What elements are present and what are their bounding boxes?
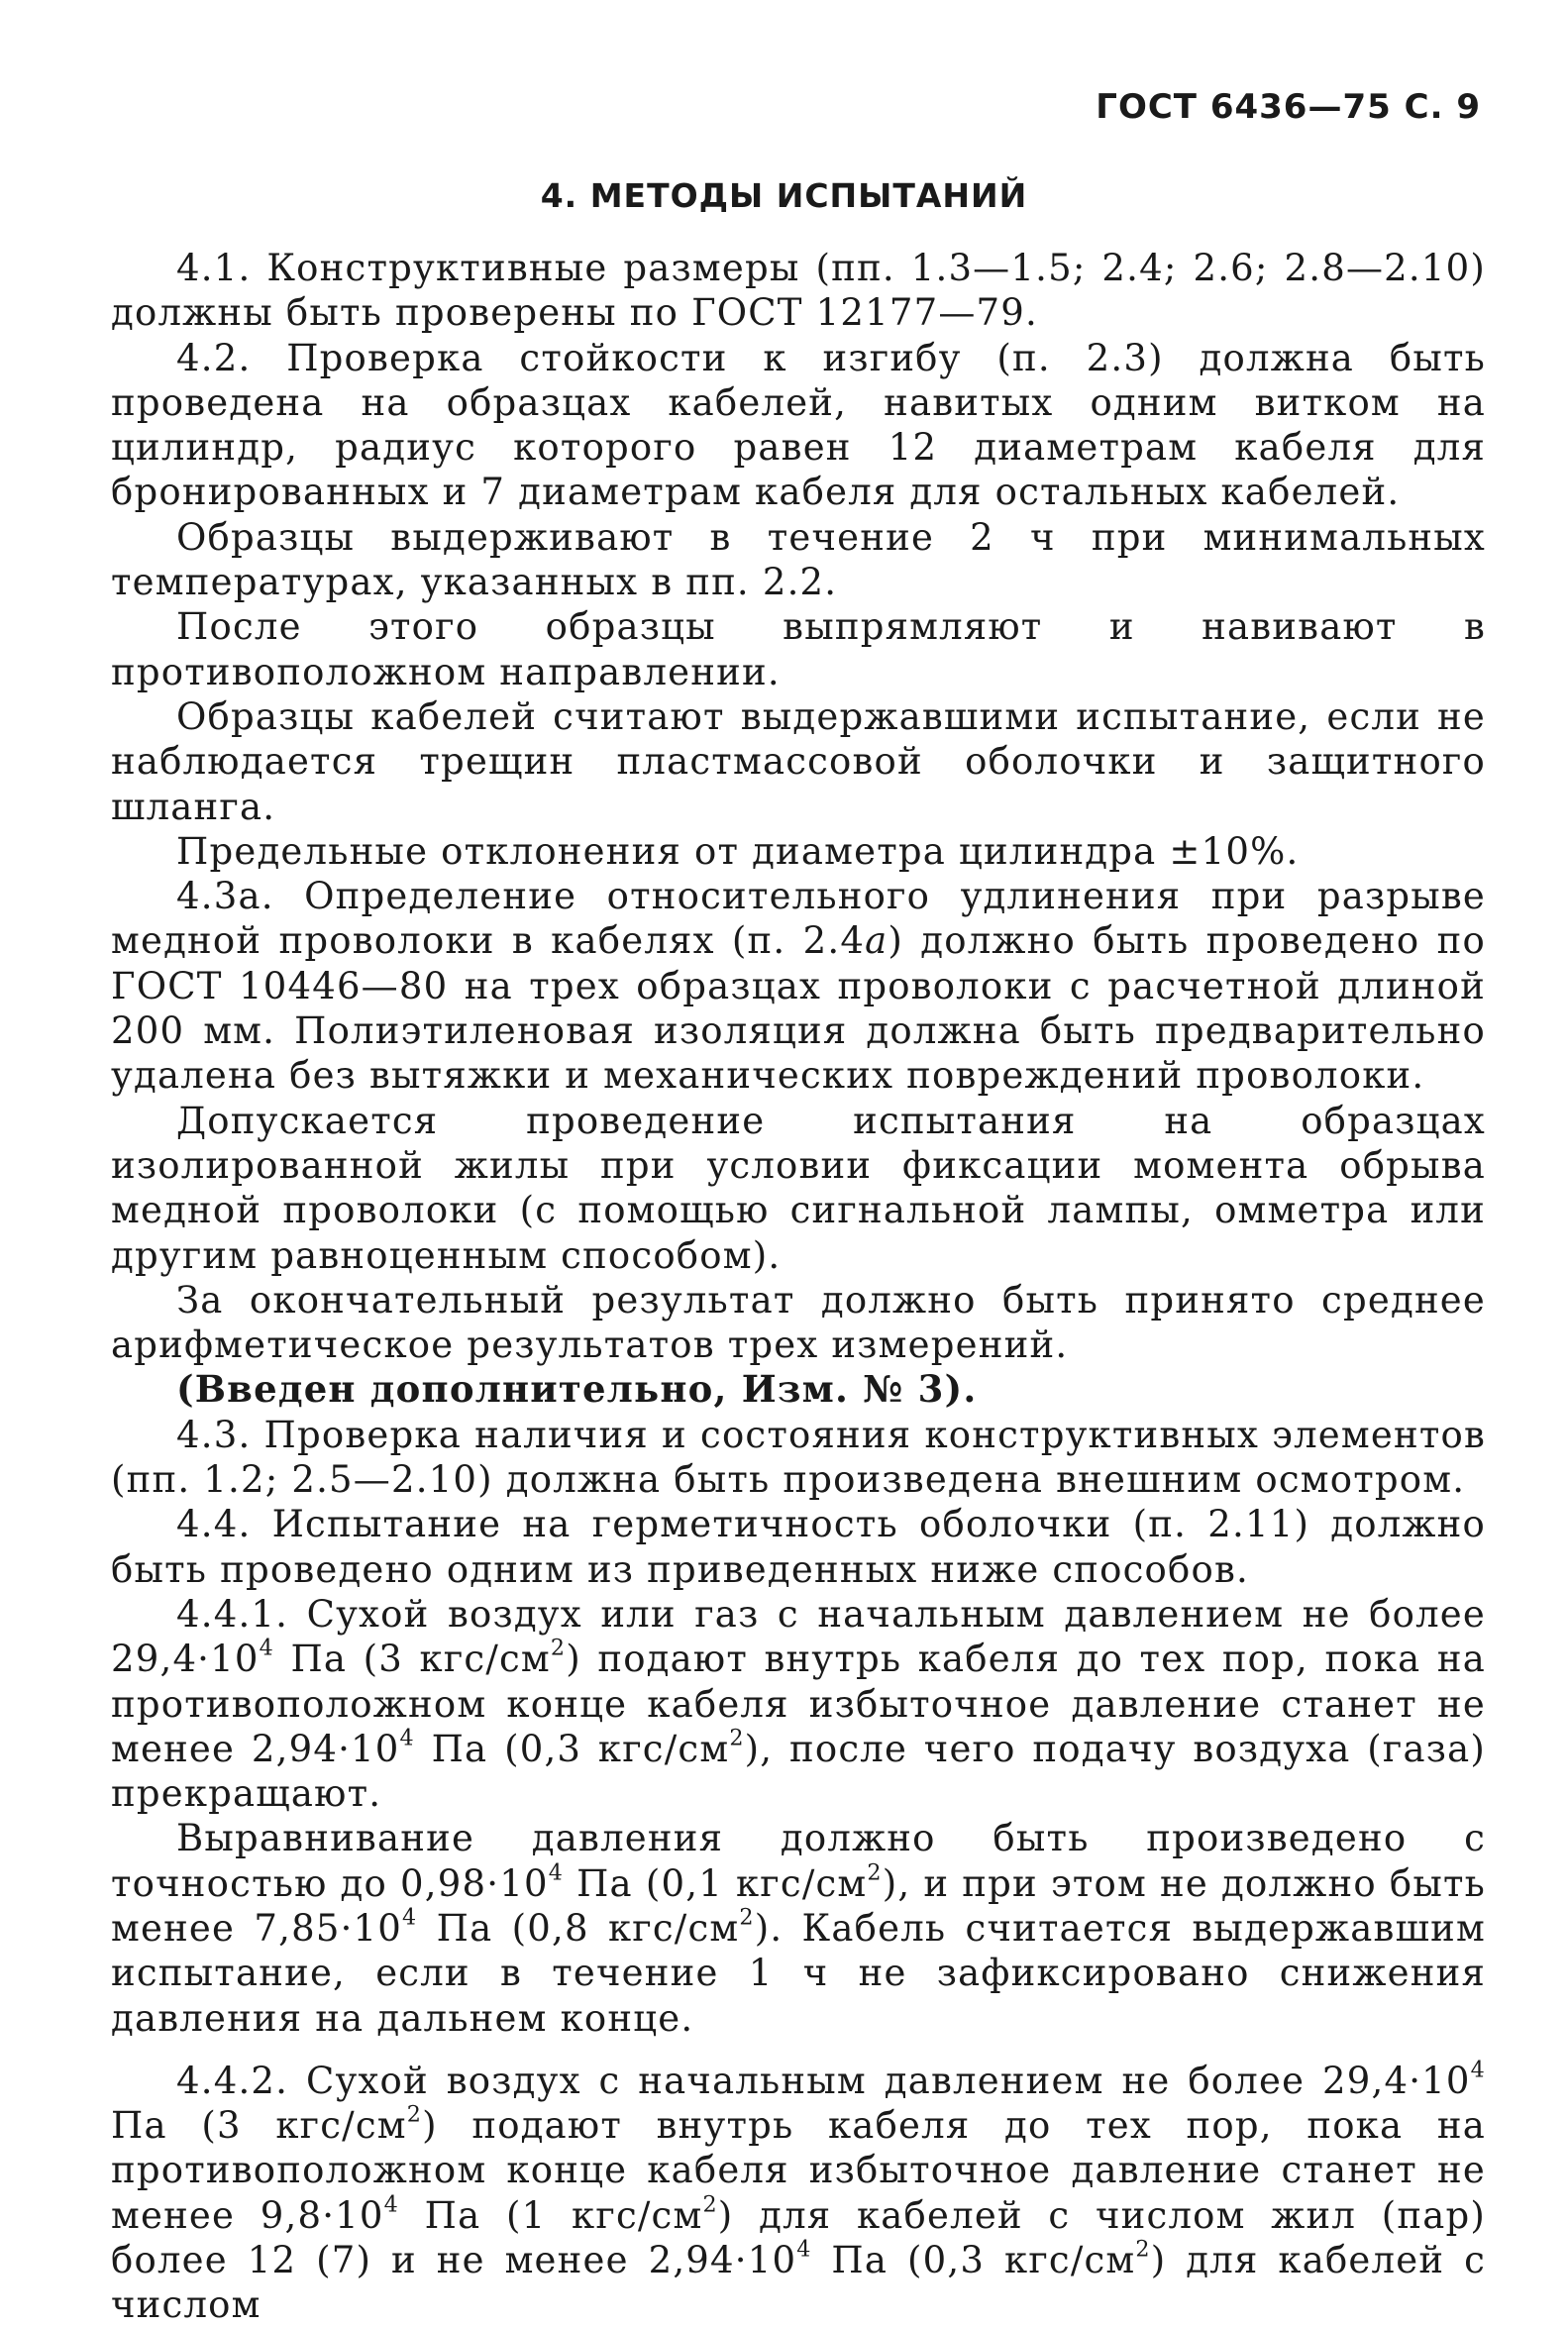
exponent: 2: [1135, 2236, 1151, 2263]
paragraph-4-2: 4.2. Проверка стойкости к изгибу (п. 2.3) должна быть проведена на образцах кабелей, навитых одним витком на цилиндр, радиус которого равен 12 диаметрам кабеля для бронированных и 7 диаметрам кабеля для остальных кабелей.: [111, 336, 1486, 514]
text-run: ) подают внутрь кабеля до тех пор, пока на противоположном конце кабеля избыточное давление станет не менее 2,94·10: [111, 1638, 1486, 1770]
text-run: Па (0,8 кгс/см: [417, 1906, 740, 1950]
exponent: 4: [548, 1859, 565, 1886]
amendment-note: (Введен дополнительно, Изм. № 3).: [176, 1367, 978, 1412]
exponent: 4: [1470, 2057, 1486, 2083]
exponent: 4: [259, 1635, 274, 1661]
exponent: 2: [406, 2101, 423, 2128]
text-run: ) должно быть проведено по ГОСТ 10446—80 на трех образцах проволоки с расчетной длиной 200 мм. Полиэтиленовая изоляция должна быть предварительно удалена без вытяжки и механических повреждений проволоки.: [111, 919, 1487, 1098]
paragraph-4-3a-result: За окончательный результат должно быть принято среднее арифметическое результатов трех измерений.: [111, 1278, 1486, 1367]
section-title: 4. МЕТОДЫ ИСПЫТАНИЙ: [540, 176, 1028, 215]
paragraph-4-3: 4.3. Проверка наличия и состояния конструктивных элементов (пп. 1.2; 2.5—2.10) должна быть произведена внешним осмотром.: [111, 1413, 1486, 1502]
text-run: ) для кабелей с числом: [111, 2239, 1486, 2327]
exponent: 2: [702, 2191, 718, 2218]
text-run: Па (3 кгс/см: [111, 2104, 407, 2148]
text-run: Па (1 кгс/см: [399, 2193, 703, 2237]
text-run: ). Кабель считается выдержавшим испытание, если в течение 1 ч не зафиксировано снижения давления на дальнем конце.: [111, 1906, 1487, 2040]
text-run: Выравнивание давления должно быть произведено с точностью до 0,98·10: [111, 1817, 1486, 1905]
exponent: 4: [402, 1904, 418, 1931]
text-run: Па (0,3 кгс/см: [414, 1727, 730, 1770]
paragraph-4-3a: [111, 874, 1486, 1098]
exponent: 2: [739, 1904, 755, 1931]
text-run: ), после чего подачу воздуха (газа) прекращают.: [111, 1727, 1486, 1816]
standard-number: ГОСТ 6436—75: [1096, 87, 1392, 127]
exponent: 2: [550, 1635, 567, 1661]
exponent: 2: [729, 1725, 745, 1751]
text-run: Па (0,1 кгс/см: [564, 1861, 868, 1905]
text-run: 4.4.2. Сухой воздух с начальным давлением не более 29,4·10: [176, 2059, 1471, 2102]
text-run: ), и при этом не должно быть менее 7,85·10: [111, 1861, 1486, 1950]
paragraph-4-3a-allowed: Допускается проведение испытания на образцах изолированной жилы при условии фиксации момента обрыва медной проволоки (с помощью сигнальной лампы, омметра или другим равноценным способом).: [111, 1099, 1486, 1277]
exponent: 4: [383, 2191, 399, 2218]
paragraph-4-4-1-equalize: [111, 1816, 1486, 2040]
text-run: Па (3 кгс/см: [273, 1638, 551, 1681]
italic-run: а: [865, 919, 889, 963]
exponent: 4: [796, 2236, 812, 2263]
exponent: 4: [399, 1725, 415, 1751]
exponent: 2: [867, 1859, 883, 1886]
paragraph-4-1: 4.1. Конструктивные размеры (пп. 1.3—1.5; 2.4; 2.6; 2.8—2.10) должны быть проверены по ГОСТ 12177—79.: [111, 247, 1486, 335]
text-run: Па (0,3 кгс/см: [811, 2239, 1136, 2282]
paragraph-4-2-tolerance: Предельные отклонения от диаметра цилиндра ±10%.: [176, 829, 1300, 873]
body-text: [111, 246, 1486, 2328]
paragraph-4-4: 4.4. Испытание на герметичность оболочки (п. 2.11) должно быть проведено одним из приведенных ниже способов.: [111, 1503, 1486, 1591]
paragraph-4-4-1: [111, 1592, 1486, 1816]
paragraph-4-2-hold: Образцы выдерживают в течение 2 ч при минимальных температурах, указанных в пп. 2.2.: [111, 515, 1486, 604]
paragraph-4-2-straighten: После этого образцы выпрямляют и навивают в противоположном направлении.: [111, 605, 1486, 693]
paragraph-4-4-2: [111, 2059, 1486, 2328]
paragraph-4-2-pass: Образцы кабелей считают выдержавшими испытание, если не наблюдается трещин пластмассовой оболочки и защитного шланга.: [111, 694, 1486, 828]
text-run: ) для кабелей с числом жил (пар) более 12 (7) и не менее 2,94·10: [111, 2193, 1486, 2282]
text-run: ) подают внутрь кабеля до тех пор, пока на противоположном конце кабеля избыточное давление станет не менее 9,8·10: [111, 2104, 1486, 2237]
text-run: 4.4.1. Сухой воздух или газ с начальным давлением не более 29,4·10: [111, 1592, 1486, 1681]
page-header: [1096, 87, 1481, 127]
text-run: 4.3а. Определение относительного удлинения при разрыве медной проволоки в кабелях (п. 2.4: [111, 875, 1486, 963]
page-number: С. 9: [1404, 87, 1481, 127]
